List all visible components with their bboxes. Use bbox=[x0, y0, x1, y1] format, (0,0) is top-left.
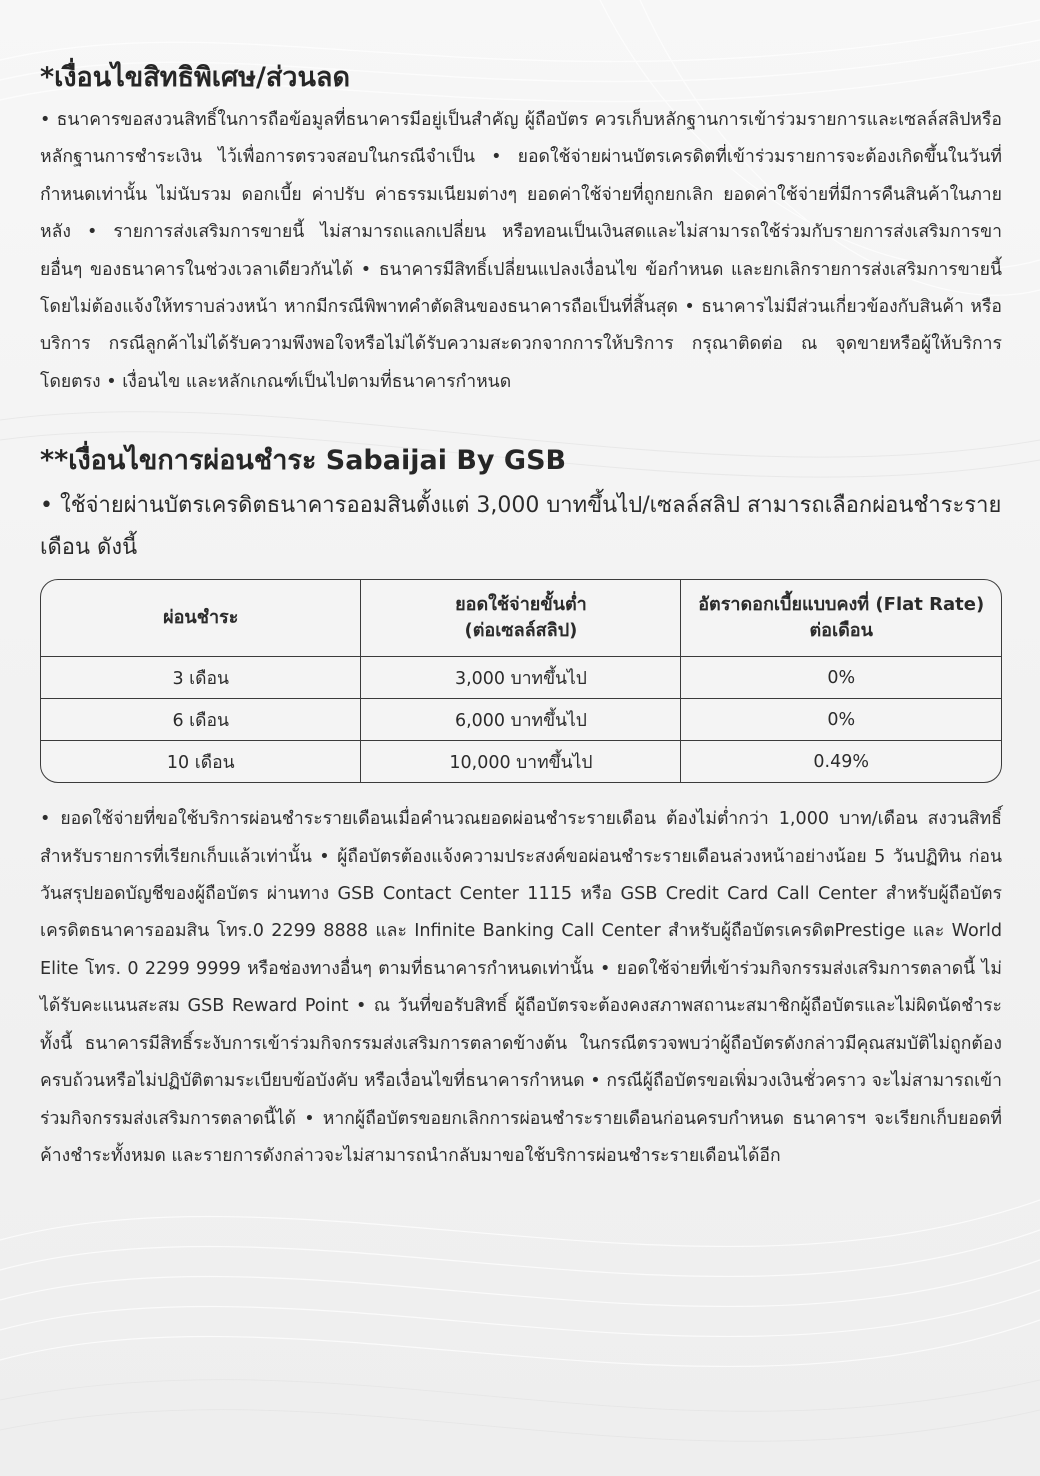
table-header-row bbox=[41, 580, 1001, 657]
header-installment-term: ผ่อนชำระ bbox=[41, 580, 361, 657]
cell-min-spend: 6,000 บาทขึ้นไป bbox=[361, 699, 681, 741]
header-interest-rate-line1: อัตราดอกเบี้ยแบบคงที่ (Flat Rate) bbox=[698, 594, 985, 616]
installment-table bbox=[40, 579, 1002, 783]
page-content bbox=[40, 58, 1002, 1175]
header-minimum-spend-line2: (ต่อเซลล์สลิป) bbox=[464, 620, 578, 642]
installment-conditions-text: • ยอดใช้จ่ายที่ขอใช้บริการผ่อนชำระรายเดือนเมื่อคำนวณยอดผ่อนชำระรายเดือน ต้องไม่ต่ำกว่า 1,000 บาท/เดือน สงวนสิทธิ์สำหรับรายการที่เรียกเก็บแล้วเท่านั้น • ผู้ถือบัตรต้องแจ้งความประสงค์ขอผ่อนชำระรายเดือนล่วงหน้าอย่างน้อย 5 วันปฏิทิน ก่อนวันสรุปยอดบัญชีของผู้ถือบัตร ผ่านทาง GSB Contact Center 1115 หรือ GSB Credit Card Call Center สำหรับผู้ถือบัตรเครดิตธนาคารออมสิน โทร.0 2299 8888 และ Infinite Banking Call Center สำหรับผู้ถือบัตรเครดิตPrestige และ World Elite โทร. 0 2299 9999 หรือช่องทางอื่นๆ ตามที่ธนาคารกำหนดเท่านั้น • ยอดใช้จ่ายที่เข้าร่วมกิจกรรมส่งเสริมการตลาดนี้ ไม่ได้รับคะแนนสะสม GSB Reward Point • ณ วันที่ขอรับสิทธิ์ ผู้ถือบัตรจะต้องคงสภาพสถานะสมาชิกผู้ถือบัตรและไม่ผิดนัดชำระ ทั้งนี้ ธนาคารมีสิทธิ์ระงับการเข้าร่วมกิจกรรมส่งเสริมการตลาดข้างต้น ในกรณีตรวจพบว่าผู้ถือบัตรดังกล่าวมีคุณสมบัติไม่ถูกต้องครบถ้วนหรือไม่ปฏิบัติตามระเบียบข้อบังคับ หรือเงื่อนไขที่ธนาคารกำหนด • กรณีผู้ถือบัตรขอเพิ่มวงเงินชั่วคราว จะไม่สามารถเข้าร่วมกิจกรรมส่งเสริมการตลาดนี้ได้ • หากผู้ถือบัตรขอยกเลิกการผ่อนชำระรายเดือนก่อนครบกำหนด ธนาคารฯ จะเรียกเก็บยอดที่ค้างชำระทั้งหมด และรายการดังกล่าวจะไม่สามารถนำกลับมาขอใช้บริการผ่อนชำระรายเดือนได้อีก bbox=[40, 809, 1002, 1166]
table-row bbox=[41, 699, 1001, 741]
privilege-conditions-text: • ธนาคารขอสงวนสิทธิ์ในการถือข้อมูลที่ธนาคารมีอยู่เป็นสำคัญ ผู้ถือบัตร ควรเก็บหลักฐานการเข้าร่วมรายการและเซลล์สลิปหรือหลักฐานการชำระเงิน ไว้เพื่อการตรวจสอบในกรณีจำเป็น • ยอดใช้จ่ายผ่านบัตรเครดิตที่เข้าร่วมรายการจะต้องเกิดขึ้นในวันที่กำหนดเท่านั้น ไม่นับรวม ดอกเบี้ย ค่าปรับ ค่าธรรมเนียมต่างๆ ยอดค่าใช้จ่ายที่ถูกยกเลิก ยอดค่าใช้จ่ายที่มีการคืนสินค้าในภายหลัง • รายการส่งเสริมการขายนี้ ไม่สามารถแลกเปลี่ยน หรือทอนเป็นเงินสดและไม่สามารถใช้ร่วมกับรายการส่งเสริมการขายอื่นๆ ของธนาคารในช่วงเวลาเดียวกันได้ • ธนาคารมีสิทธิ์เปลี่ยนแปลงเงื่อนไข ข้อกำหนด และยกเลิกรายการส่งเสริมการขายนี้โดยไม่ต้องแจ้งให้ทราบล่วงหน้า หากมีกรณีพิพาทคำตัดสินของธนาคารถือเป็นที่สิ้นสุด • ธนาคารไม่มีส่วนเกี่ยวข้องกับสินค้า หรือบริการ กรณีลูกค้าไม่ได้รับความพึงพอใจหรือไม่ได้รับความสะดวกจากการให้บริการ กรุณาติดต่อ ณ จุดขายหรือผู้ให้บริการโดยตรง • เงื่อนไข และหลักเกณฑ์เป็นไปตามที่ธนาคารกำหนด bbox=[40, 110, 1002, 392]
table-row bbox=[41, 657, 1001, 699]
cell-term: 3 เดือน bbox=[41, 657, 361, 699]
cell-rate: 0% bbox=[681, 657, 1001, 699]
installment-intro-text: • ใช้จ่ายผ่านบัตรเครดิตธนาคารออมสินตั้งแต่ 3,000 บาทขึ้นไป/เซลล์สลิป สามารถเลือกผ่อนชำระรายเดือน ดังนี้ bbox=[40, 493, 1002, 561]
header-minimum-spend bbox=[361, 580, 681, 657]
cell-rate: 0.49% bbox=[813, 751, 869, 772]
cell-term: 6 เดือน bbox=[41, 699, 361, 741]
installment-conditions-title: **เงื่อนไขการผ่อนชำระ Sabaijai By GSB bbox=[40, 445, 567, 477]
cell-rate: 0% bbox=[681, 699, 1001, 741]
privilege-conditions-title: *เงื่อนไขสิทธิพิเศษ/ส่วนลด bbox=[40, 62, 350, 93]
cell-min-spend: 3,000 บาทขึ้นไป bbox=[361, 657, 681, 699]
header-interest-rate-line2: ต่อเดือน bbox=[809, 620, 873, 642]
header-interest-rate bbox=[681, 580, 1001, 657]
header-minimum-spend-line1: ยอดใช้จ่ายขั้นต่ำ bbox=[455, 594, 587, 616]
cell-min-spend: 10,000 บาทขึ้นไป bbox=[361, 741, 681, 783]
table-row bbox=[41, 741, 1001, 783]
cell-term: 10 เดือน bbox=[41, 741, 361, 783]
